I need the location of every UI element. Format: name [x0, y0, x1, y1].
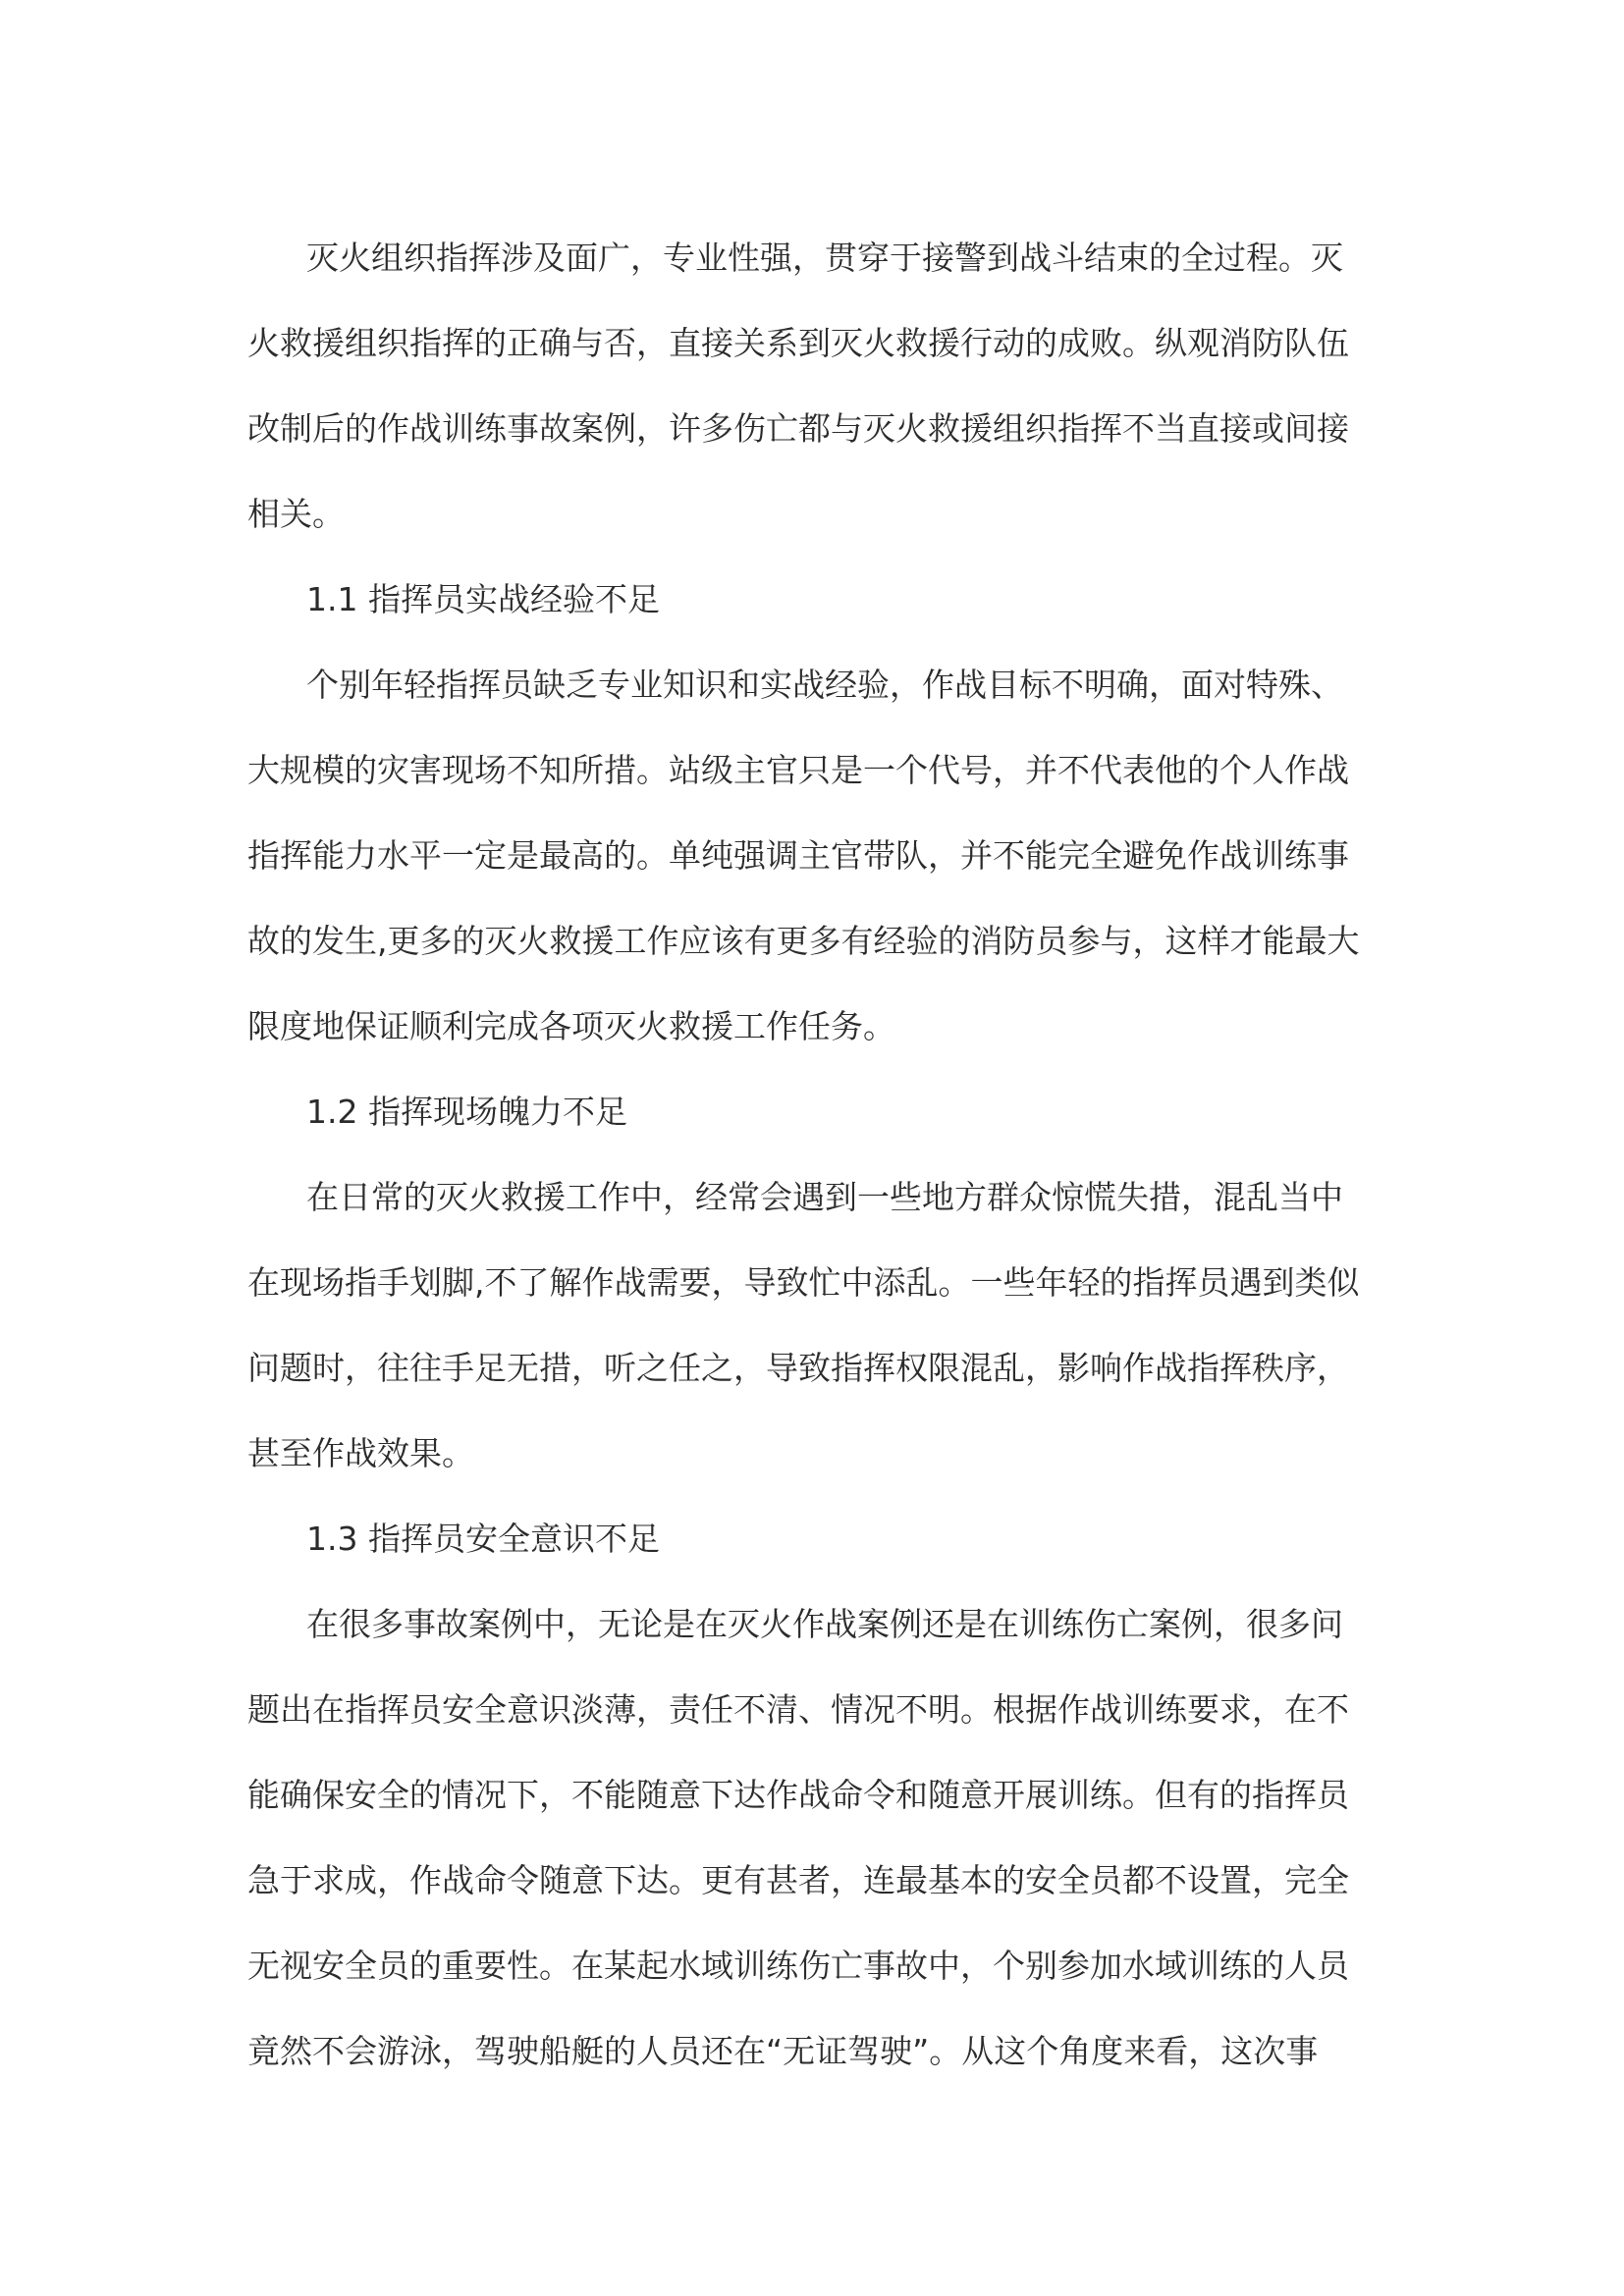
text-line: 改制后的作战训练事故案例，许多伤亡都与灭火救援组织指挥不当直接或间接: [247, 409, 1349, 448]
text-line: 能确保安全的情况下，不能随意下达作战命令和随意开展训练。但有的指挥员: [247, 1776, 1349, 1814]
text-line: 甚至作战效果。: [247, 1434, 474, 1472]
text-line: 在很多事故案例中，无论是在灭火作战案例还是在训练伤亡案例，很多问: [306, 1605, 1343, 1643]
text-line: 故的发生,更多的灭火救援工作应该有更多有经验的消防员参与，这样才能最大: [247, 922, 1360, 960]
text-line: 在现场指手划脚,不了解作战需要，导致忙中添乱。一些年轻的指挥员遇到类似: [247, 1263, 1360, 1302]
section-heading: 1.2 指挥现场魄力不足: [306, 1093, 627, 1131]
text-line: 急于求成，作战命令随意下达。更有甚者，连最基本的安全员都不设置，完全: [247, 1861, 1349, 1899]
text-line: 无视安全员的重要性。在某起水域训练伤亡事故中，个别参加水域训练的人员: [247, 1947, 1349, 1985]
text-line: 火救援组织指挥的正确与否，直接关系到灭火救援行动的成败。纵观消防队伍: [247, 324, 1349, 362]
text-line: 在日常的灭火救援工作中，经常会遇到一些地方群众惊慌失措，混乱当中: [306, 1178, 1343, 1216]
text-line: 限度地保证顺利完成各项灭火救援工作任务。: [247, 1007, 895, 1045]
text-line: 问题时，往往手足无措，听之任之，导致指挥权限混乱，影响作战指挥秩序，: [247, 1349, 1349, 1387]
text-line: 相关。: [247, 495, 345, 533]
document-page: [247, 215, 1386, 2094]
text-line: 个别年轻指挥员缺乏专业知识和实战经验，作战目标不明确，面对特殊、: [306, 666, 1343, 704]
text-line: 大规模的灾害现场不知所措。站级主官只是一个代号，并不代表他的个人作战: [247, 751, 1349, 789]
text-line: 指挥能力水平一定是最高的。单纯强调主官带队，并不能完全避免作战训练事: [247, 836, 1349, 875]
section-heading: 1.1 指挥员实战经验不足: [306, 580, 660, 618]
text-line: 灭火组织指挥涉及面广，专业性强，贯穿于接警到战斗结束的全过程。灭: [306, 239, 1343, 277]
text-line: 题出在指挥员安全意识淡薄，责任不清、情况不明。根据作战训练要求，在不: [247, 1690, 1349, 1729]
text-line: 竟然不会游泳，驾驶船艇的人员还在“无证驾驶”。从这个角度来看，这次事: [247, 2032, 1319, 2070]
section-heading: 1.3 指挥员安全意识不足: [306, 1520, 660, 1558]
